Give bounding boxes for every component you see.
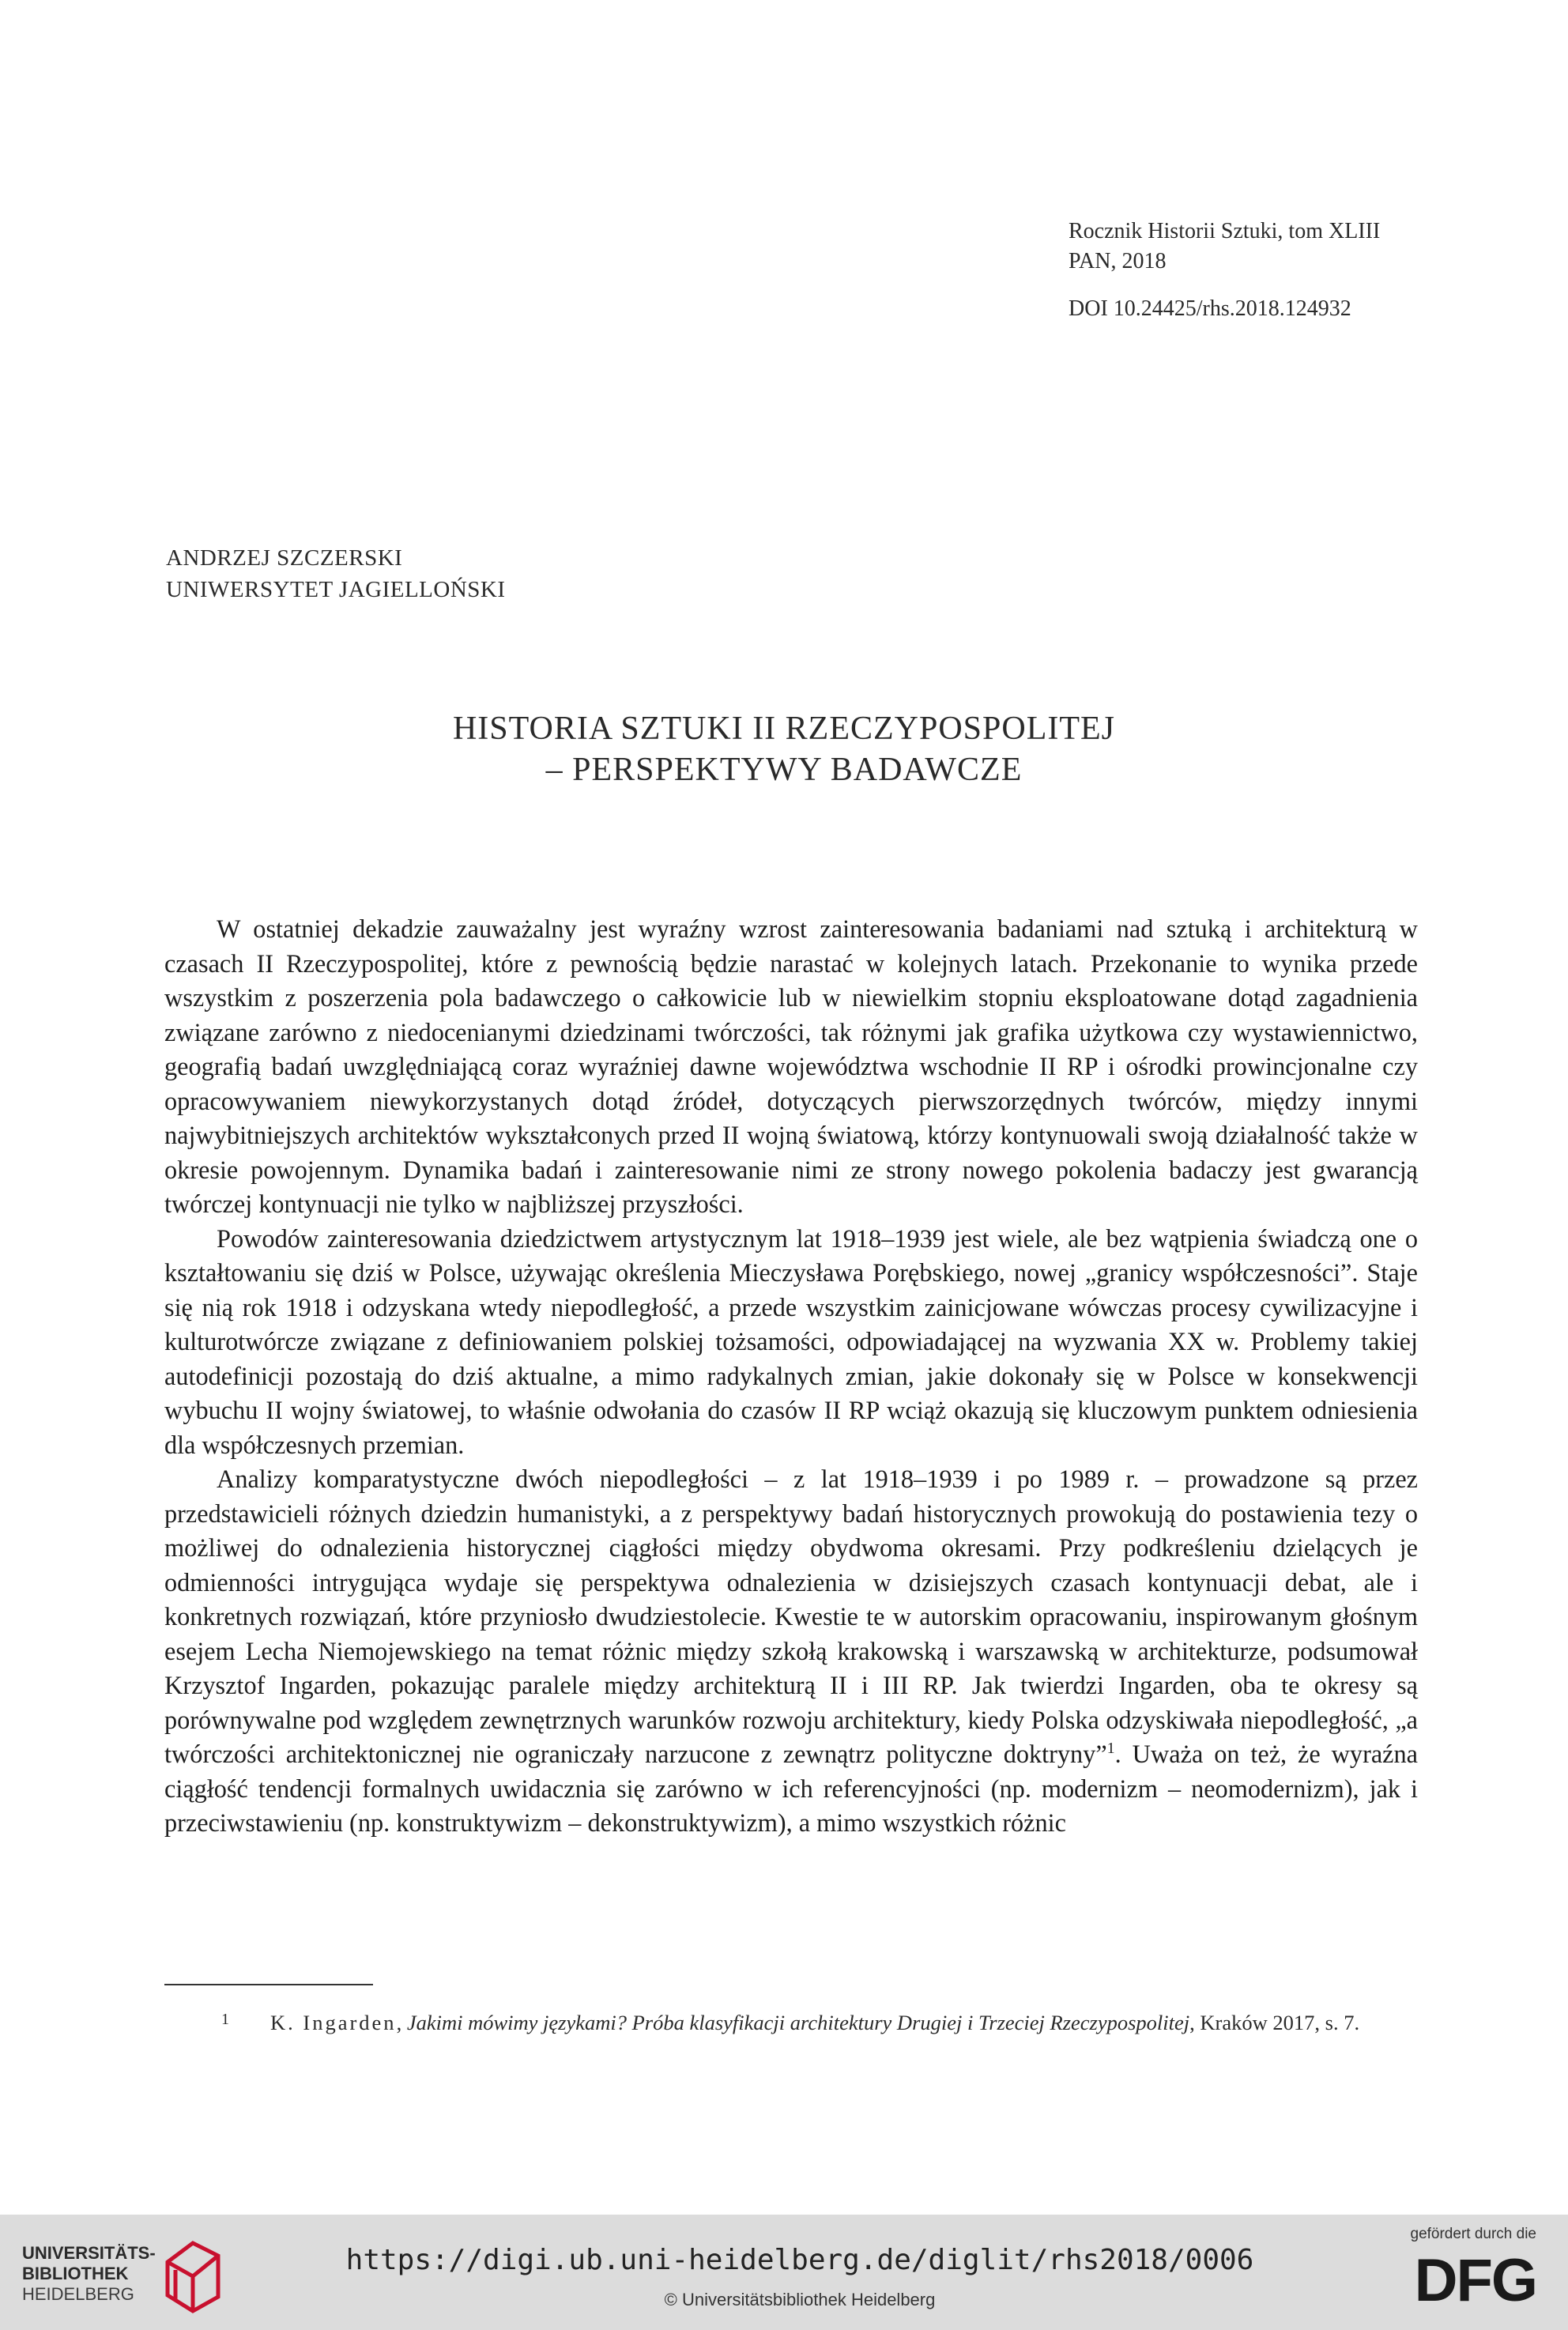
logo-line-3: HEIDELBERG bbox=[22, 2284, 134, 2304]
dfg-logo[interactable] bbox=[1363, 2226, 1536, 2324]
footnote-ref-1[interactable]: 1 bbox=[1106, 1740, 1115, 1758]
journal-name: Rocznik Historii Sztuki, tom XLIII bbox=[1069, 219, 1381, 243]
article-body bbox=[164, 912, 1418, 1841]
footnote-1 bbox=[164, 2006, 1418, 2039]
title-line-1: HISTORIA SZTUKI II RZECZYPOSPOLITEJ bbox=[452, 711, 1116, 747]
paragraph-3-start: Analizy komparatystyczne dwóch niepodległości – z lat 1918–1939 i po 1989 r. – prowadzone są przez przedstawicieli różnych dziedzin humanistyki, a z perspektywy badań historycznych prowokują do postawienia tezy o możliwej do odnalezienia historycznej ciągłości między obydwoma okresami. Przy podkreśleniu dzielących je odmienności intrygująca wydaje się perspektywa odnalezienia w dzisiejszych czasach kontynuacji debat, ale i konkretnych rozwiązań, które przyniosło dwudziestolecie. Kwestie te w autorskim opracowaniu, inspirowanym głośnym esejem Lecha Niemojewskiego na temat różnic między szkołą krakowską i warszawską w architekturze, podsumował Krzysztof Ingarden, pokazując paralele między architekturą II i III RP. Jak twierdzi Ingarden, oba te okresy są porównywalne pod względem zewnętrznych warunków rozwoju architektury, kiedy Polska odzyskiwała niepodległość, „a twórczości architektonicznej nie ograniczały narzucone z zewnątrz polityczne doktryny” bbox=[164, 1465, 1418, 1768]
footnote-separator-text: , bbox=[396, 2011, 407, 2034]
footnote-number: 1 bbox=[221, 2011, 229, 2028]
article-title bbox=[0, 708, 1568, 790]
footnote-title: Jakimi mówimy językami? Próba klasyfikacji architektury Drugiej i Trzeciej Rzeczypospolitej bbox=[406, 2011, 1190, 2034]
footer-url-link[interactable]: https://digi.ub.uni-heidelberg.de/diglit/rhs2018/0006 bbox=[345, 2244, 1254, 2276]
author-block bbox=[166, 542, 506, 605]
footnote-rest: , Kraków 2017, s. 7. bbox=[1189, 2011, 1360, 2034]
paragraph-3 bbox=[164, 1462, 1418, 1841]
paragraph-1: W ostatniej dekadzie zauważalny jest wyraźny wzrost zainteresowania badaniami nad sztuką i architekturą w czasach II Rzeczypospolitej, które z pewnością będzie narastać w kolejnych latach. Przekonanie to wynika przede wszystkim z poszerzenia pola badawczego o całkowicie lub w niewielkim stopniu eksploatowane dotąd zagadnienia związane zarówno z niedocenianymi dziedzinami twórczości, tak różnymi jak grafika użytkowa czy wystawiennictwo, geografią badań uwzględniającą coraz wyraźniej dawne województwa wschodnie II RP i ośrodki prowincjonalne czy opracowywaniem niewykorzystanych dotąd źródeł, dotyczących pierwszorzędnych twórców, między innymi najwybitniejszych architektów wykształconych przed II wojną światową, którzy kontynuowali swoją działalność także w okresie powojennym. Dynamika badań i zainteresowanie nimi ze strony nowego pokolenia badaczy jest gwarancją twórczej kontynuacji nie tylko w najbliższej przyszłości. bbox=[164, 914, 1418, 1218]
journal-doi: DOI 10.24425/rhs.2018.124932 bbox=[1069, 296, 1351, 321]
paragraph-3-end: . Uważa on też, że wyraźna ciągłość tendencji formalnych uwidacznia się zarówno w ich referencyjności (np. modernizm – neomodernizm), jak i przeciwstawieniu (np. konstruktywizm – dekonstruktywizm), a mimo wszystkich różnic bbox=[164, 1740, 1418, 1837]
footnote-separator bbox=[164, 1984, 373, 1985]
dfg-caption: gefördert durch die bbox=[1410, 2226, 1536, 2242]
journal-info bbox=[1069, 217, 1380, 324]
title-line-2: – PERSPEKTYWY BADAWCZE bbox=[545, 752, 1023, 788]
footer-copyright: © Universitätsbibliothek Heidelberg bbox=[664, 2290, 936, 2309]
footer-bar bbox=[0, 2215, 1568, 2330]
author-name: ANDRZEJ SZCZERSKI bbox=[166, 545, 403, 571]
footnote-author: K. Ingarden bbox=[270, 2011, 397, 2034]
paragraph-2: Powodów zainteresowania dziedzictwem artystycznym lat 1918–1939 jest wiele, ale bez wątpienia świadczą one o kształtowaniu się dziś w Polsce, używając określenia Mieczysława Porębskiego, nowej „granicy współczesności”. Staje się nią rok 1918 i odzyskana wtedy niepodległość, a przede wszystkim zainicjowane wówczas procesy cywilizacyjne i kulturotwórcze związane z definiowaniem polskiej tożsamości, odpowiadającej na wyzwania XX w. Problemy takiej autodefinicji pozostają do dziś aktualne, a mimo radykalnych zmian, jakie dokonały się w Polsce w konsekwencji wybuchu II wojny światowej, to właśnie odwołania do czasów II RP wciąż okazują się kluczowym punktem odniesienia dla współczesnych przemian. bbox=[164, 1223, 1418, 1459]
author-affiliation: UNIWERSYTET JAGIELLOŃSKI bbox=[166, 577, 506, 602]
logo-line-2: BIBLIOTHEK bbox=[22, 2264, 129, 2283]
journal-publisher-year: PAN, 2018 bbox=[1069, 249, 1167, 273]
dfg-mark: DFG bbox=[1414, 2247, 1536, 2314]
logo-line-1: UNIVERSITÄTS- bbox=[22, 2243, 156, 2263]
